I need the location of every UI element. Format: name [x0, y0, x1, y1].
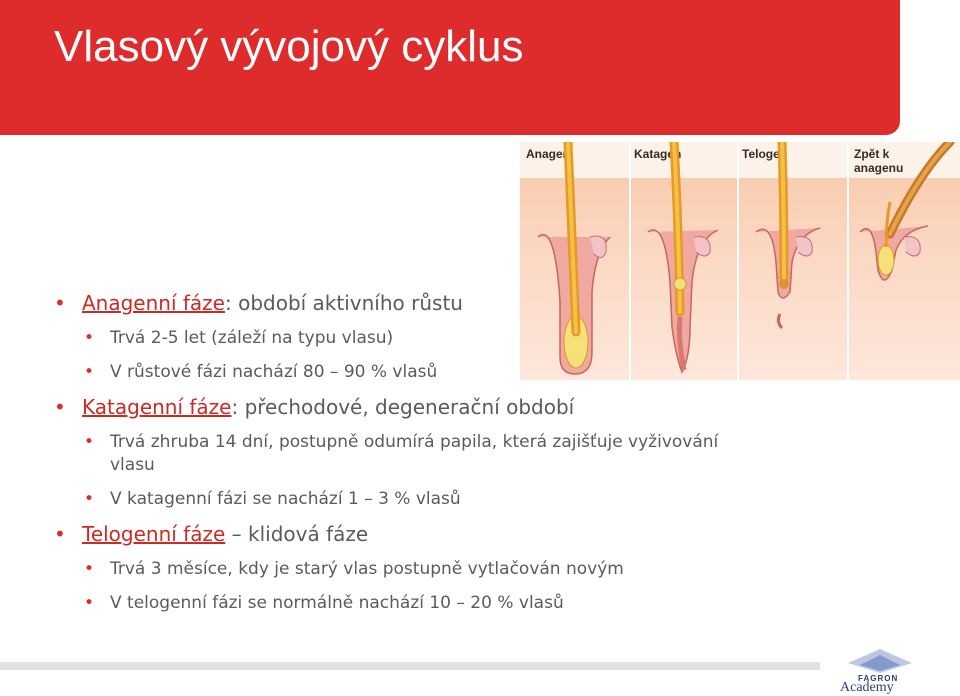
logo-sub: Academy	[840, 680, 894, 695]
telogen-term: Telogenní fáze	[82, 522, 226, 546]
anagen-description: : období aktivního růstu	[224, 291, 463, 315]
list-item: • V katagenní fázi se nachází 1 – 3 % vlasů	[54, 488, 754, 511]
telogen-description: – klidová fáze	[225, 522, 369, 546]
list-item: • Trvá 3 měsíce, kdy je starý vlas postupně vytlačován novým	[54, 558, 754, 581]
slide-title: Vlasový vývojový cyklus	[54, 22, 524, 71]
list-item: • Trvá 2-5 let (záleží na typu vlasu)	[54, 327, 754, 350]
bullet-katagen	[54, 395, 754, 419]
list-item: • Trvá zhruba 14 dní, postupně odumírá papila, která zajišťuje vyživování vlasu	[54, 431, 754, 477]
katagen-description: : přechodové, degenerační období	[231, 395, 575, 419]
bullet-anagen	[54, 291, 754, 315]
fagron-academy-logo	[832, 645, 952, 693]
graduation-cap-icon	[840, 645, 920, 675]
katagen-term: Katagenní fáze	[82, 395, 232, 419]
panel-label-back-to-anagen: Zpět k	[854, 147, 890, 161]
panel-label-telogen: Telogen	[742, 147, 788, 161]
panel-label-back-to-anagen-2: anagenu	[854, 161, 904, 175]
list-item: • V růstové fázi nachází 80 – 90 % vlasů	[54, 361, 754, 384]
anagen-term: Anagenní fáze	[82, 291, 225, 315]
bullet-telogen	[54, 522, 754, 546]
title-band	[0, 0, 900, 135]
bullet-list	[54, 291, 754, 626]
list-item: • V telogenní fázi se normálně nachází 10 – 20 % vlasů	[54, 592, 754, 615]
footer-divider	[0, 662, 820, 670]
panel-label-anagen: Anagen	[526, 147, 571, 161]
logo-brand: FAGRON	[858, 674, 899, 683]
panel-label-katagen: Katagen	[634, 147, 682, 161]
